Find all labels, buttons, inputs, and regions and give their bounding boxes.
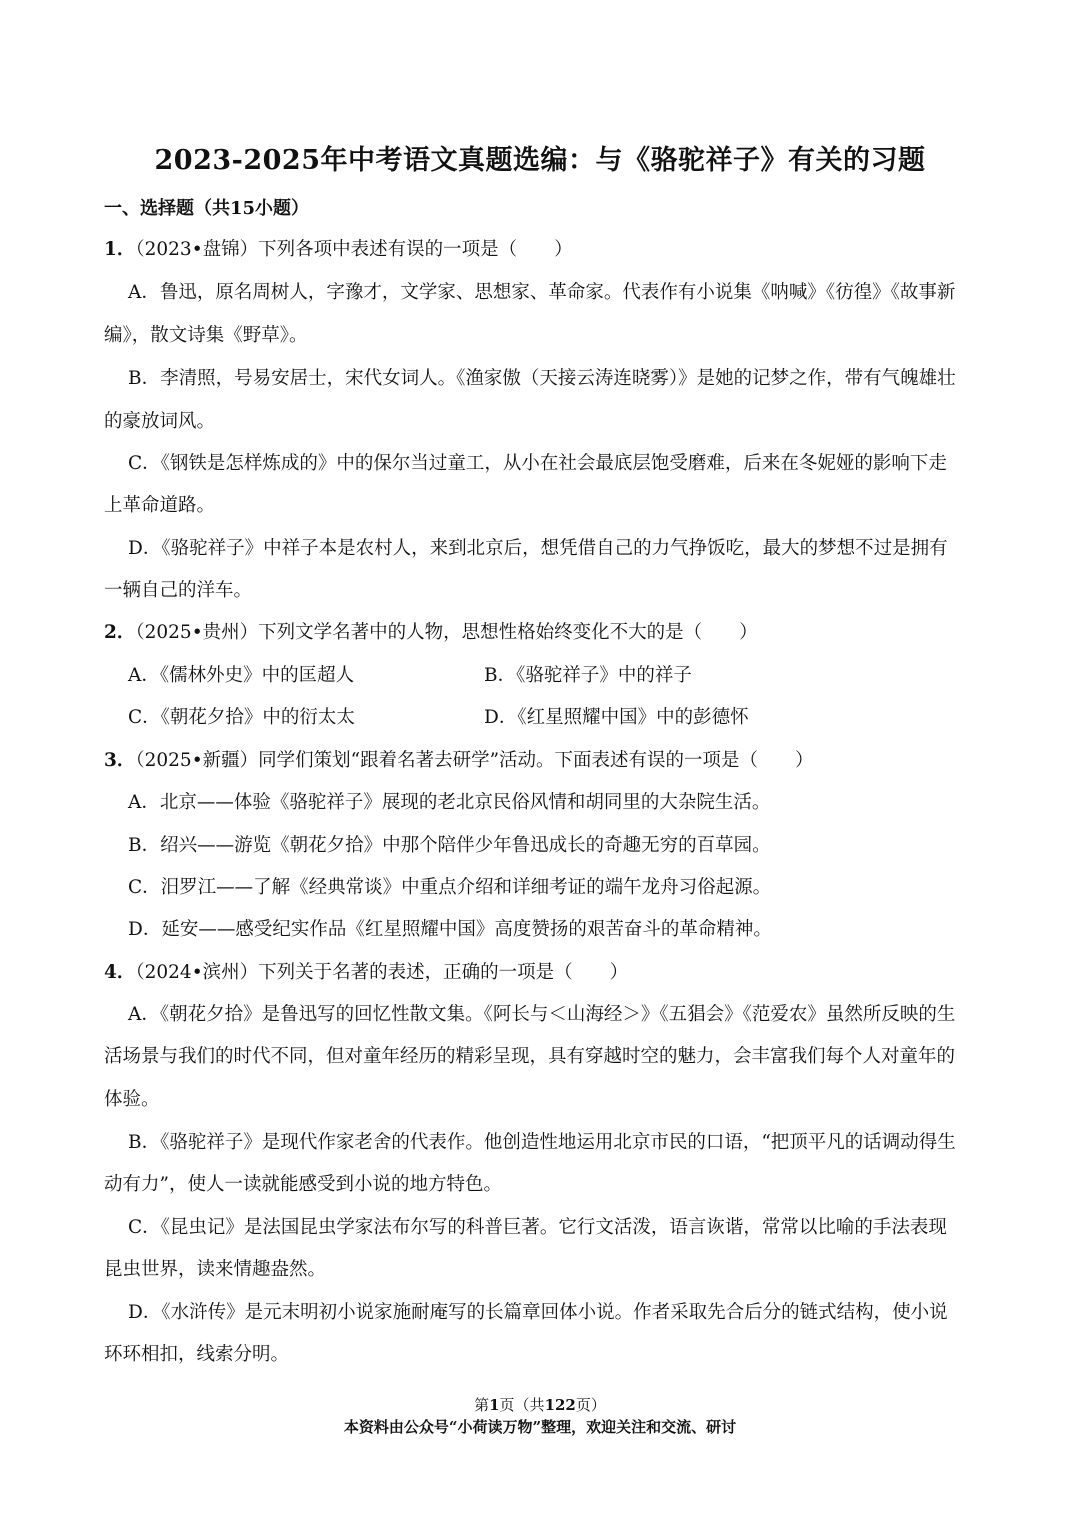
document-title: 2023-2025年中考语文真题选编：与《骆驼祥子》有关的习题 xyxy=(154,145,926,176)
question-2-option-c: C．《朝花夕拾》中的衍太太 xyxy=(128,707,355,728)
question-2-option-d: D．《红星照耀中国》中的彭德怀 xyxy=(484,707,749,728)
question-4-option-c: C．《昆虫记》是法国昆虫学家法布尔写的科普巨著。它行文活泼，语言诙谐，常常以比喻的手法表现 xyxy=(128,1217,947,1238)
question-4-option-a: A．《朝花夕拾》是鲁迅写的回忆性散文集。《阿长与＜山海经＞》《五猖会》《范爱农》虽然所反映的生 xyxy=(128,1004,956,1025)
question-1-option-c: C．《钢铁是怎样炼成的》中的保尔当过童工，从小在社会最底层饱受磨难，后来在冬妮娅的影响下走 xyxy=(128,453,947,474)
question-1-option-b-cont: 的豪放词风。 xyxy=(104,411,216,432)
question-4-option-d-cont: 环环相扣，线索分明。 xyxy=(104,1344,290,1365)
question-4-option-a-cont-2: 体验。 xyxy=(104,1089,160,1110)
question-3-stem: 3．（2025•新疆）同学们策划“跟着名著去研学”活动。下面表述有误的一项是（ ） xyxy=(104,750,814,771)
question-2-option-b: B．《骆驼祥子》中的祥子 xyxy=(484,665,692,686)
question-4-option-b: B．《骆驼祥子》是现代作家老舍的代表作。他创造性地运用北京市民的口语，“把顶平凡的话调动得生 xyxy=(128,1132,956,1153)
question-1-number: 1． xyxy=(104,239,136,260)
page-number: 第1页（共122页） xyxy=(474,1396,606,1414)
question-4-option-d: D．《水浒传》是元末明初小说家施耐庵写的长篇章回体小说。作者采取先合后分的链式结构，使小说 xyxy=(128,1302,948,1323)
question-1-option-b: B．李清照，号易安居士，宋代女词人。《渔家傲（天接云涛连晓雾）》是她的记梦之作，带有气魄雄壮 xyxy=(128,368,956,389)
question-1-option-d: D．《骆驼祥子》中祥子本是农村人，来到北京后，想凭借自己的力气挣饭吃，最大的梦想不过是拥有 xyxy=(128,538,948,559)
footer-notice: 本资料由公众号“小荷读万物”整理，欢迎关注和交流、研讨 xyxy=(343,1418,737,1436)
question-2-option-a: A．《儒林外史》中的匡超人 xyxy=(128,665,355,686)
question-1-option-a-cont: 编》，散文诗集《野草》。 xyxy=(104,325,308,346)
question-1-option-a: A．鲁迅，原名周树人，字豫才，文学家、思想家、革命家。代表作有小说集《呐喊》《彷徨》《故事新 xyxy=(128,282,956,303)
question-2-stem: 2．（2025•贵州）下列文学名著中的人物，思想性格始终变化不大的是（ ） xyxy=(104,622,758,643)
question-4-option-b-cont: 动有力”，使人一读就能感受到小说的地方特色。 xyxy=(104,1174,502,1195)
question-4-option-a-cont-1: 活场景与我们的时代不同，但对童年经历的精彩呈现，具有穿越时空的魅力，会丰富我们每个人对童年的 xyxy=(104,1046,956,1067)
question-1-stem: 1．（2023•盘锦）下列各项中表述有误的一项是（ ） xyxy=(104,239,573,260)
question-3-option-a: A．北京——体验《骆驼祥子》展现的老北京民俗风情和胡同里的大杂院生活。 xyxy=(128,792,771,813)
question-3-option-b: B．绍兴——游览《朝花夕拾》中那个陪伴少年鲁迅成长的奇趣无穷的百草园。 xyxy=(128,835,771,856)
question-3-option-c: C．汨罗江——了解《经典常谈》中重点介绍和详细考证的端午龙舟习俗起源。 xyxy=(128,877,772,898)
question-4-stem: 4．（2024•滨州）下列关于名著的表述，正确的一项是（ ） xyxy=(104,962,629,983)
question-4-option-c-cont: 昆虫世界，读来情趣盎然。 xyxy=(104,1259,327,1280)
question-2-number: 2． xyxy=(104,622,136,643)
question-3-number: 3． xyxy=(104,750,136,771)
question-3-option-d: D．延安——感受纪实作品《红星照耀中国》高度赞扬的艰苦奋斗的革命精神。 xyxy=(128,919,772,940)
question-1-option-d-cont: 一辆自己的洋车。 xyxy=(104,580,253,601)
question-4-number: 4． xyxy=(104,962,136,983)
question-1-option-c-cont: 上革命道路。 xyxy=(104,495,216,516)
section-heading: 一、选择题（共15小题） xyxy=(104,198,310,219)
